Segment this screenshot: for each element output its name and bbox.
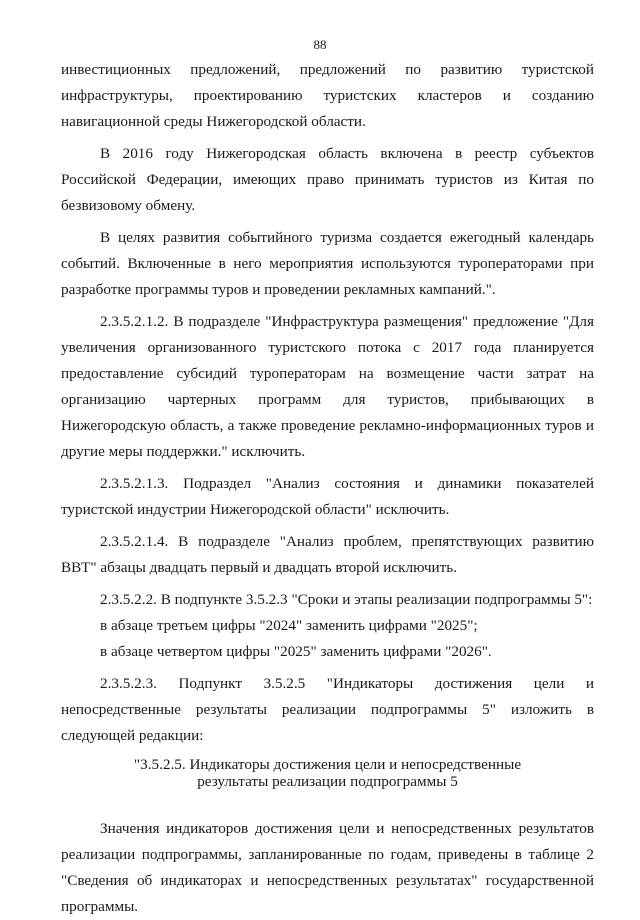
paragraph: в абзаце четвертом цифры "2025" заменить цифрами "2026". <box>100 643 492 660</box>
paragraph: Значения индикаторов достижения цели и непосредственных результатов реализации подпрограммы, запланированные по годам, приведены в таблице 2 "Сведения об индикаторах и непосредственных результатах" государственной программы. <box>61 820 594 915</box>
paragraph-continuation: инвестиционных предложений, предложений по развитию туристской инфраструктуры, проектированию туристских кластеров и созданию навигационной среды Нижегородской области. <box>61 61 594 130</box>
paragraph: В целях развития событийного туризма создается ежегодный календарь событий. Включенные в него мероприятия используются туроператорами при разработке программы туров и проведении рекламных кампаний.". <box>61 229 594 298</box>
paragraph: 2.3.5.2.2. В подпункте 3.5.2.3 "Сроки и этапы реализации подпрограммы 5": <box>100 591 593 608</box>
page-number: 88 <box>313 37 327 52</box>
paragraph: В 2016 году Нижегородская область включена в реестр субъектов Российской Федерации, имеющих право принимать туристов из Китая по безвизовому обмену. <box>61 145 594 214</box>
section-heading-line-1: "3.5.2.5. Индикаторы достижения цели и непосредственные <box>133 756 522 773</box>
section-heading-line-2: результаты реализации подпрограммы 5 <box>197 773 458 790</box>
paragraph: 2.3.5.2.1.4. В подразделе "Анализ проблем, препятствующих развитию ВВТ" абзацы двадцать первый и двадцать второй исключить. <box>61 533 594 576</box>
paragraph: в абзаце третьем цифры "2024" заменить цифрами "2025"; <box>100 617 478 634</box>
paragraph: 2.3.5.2.1.3. Подраздел "Анализ состояния и динамики показателей туристской индустрии Нижегородской области" исключить. <box>61 475 594 518</box>
paragraph: 2.3.5.2.3. Подпункт 3.5.2.5 "Индикаторы достижения цели и непосредственные результаты реализации подпрограммы 5" изложить в следующей редакции: <box>61 675 594 744</box>
section-heading <box>61 756 594 790</box>
document-body <box>61 57 594 920</box>
paragraph: 2.3.5.2.1.2. В подразделе "Инфраструктура размещения" предложение "Для увеличения организованного туристского потока с 2017 года планируется предоставление субсидий туроператорам на возмещение части затрат на организацию чартерных программ для туристов, прибывающих в Нижегородскую область, а также проведение рекламно-информационных туров и другие меры поддержки." исключить. <box>61 313 594 460</box>
